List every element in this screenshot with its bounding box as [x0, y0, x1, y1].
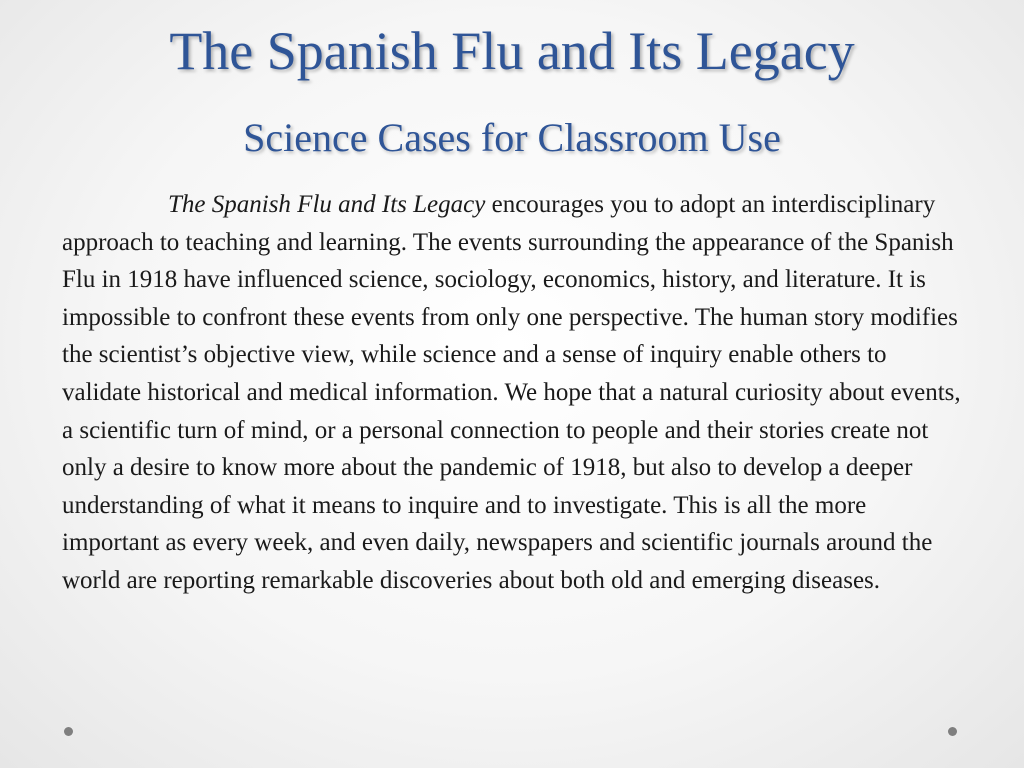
body-text: encourages you to adopt an interdisciplinary approach to teaching and learning. The events surrounding the appearance of the Spanish Flu in 1918 have influenced science, sociology, economics, history, and literature. It is impossible to confront these events from only one perspective. The human story modifies the scientist’s objective view, while science and a sense of inquiry enable others to validate historical and medical information. We hope that a natural curiosity about events, a scientific turn of mind, or a personal connection to people and their stories create not only a desire to know more about the pandemic of 1918, but also to develop a deeper understanding of what it means to inquire and to investigate. This is all the more important as every week, and even daily, newspapers and scientific journals around the world are reporting remarkable discoveries about both old and emerging diseases.	[62, 191, 961, 594]
slide-title: The Spanish Flu and Its Legacy	[169, 21, 855, 81]
body-lead-italic: The Spanish Flu and Its Legacy	[168, 191, 486, 218]
decor-dot-left	[64, 727, 73, 736]
decor-dot-right	[948, 727, 957, 736]
body-paragraph	[62, 186, 962, 600]
slide-subtitle: Science Cases for Classroom Use	[243, 115, 781, 160]
